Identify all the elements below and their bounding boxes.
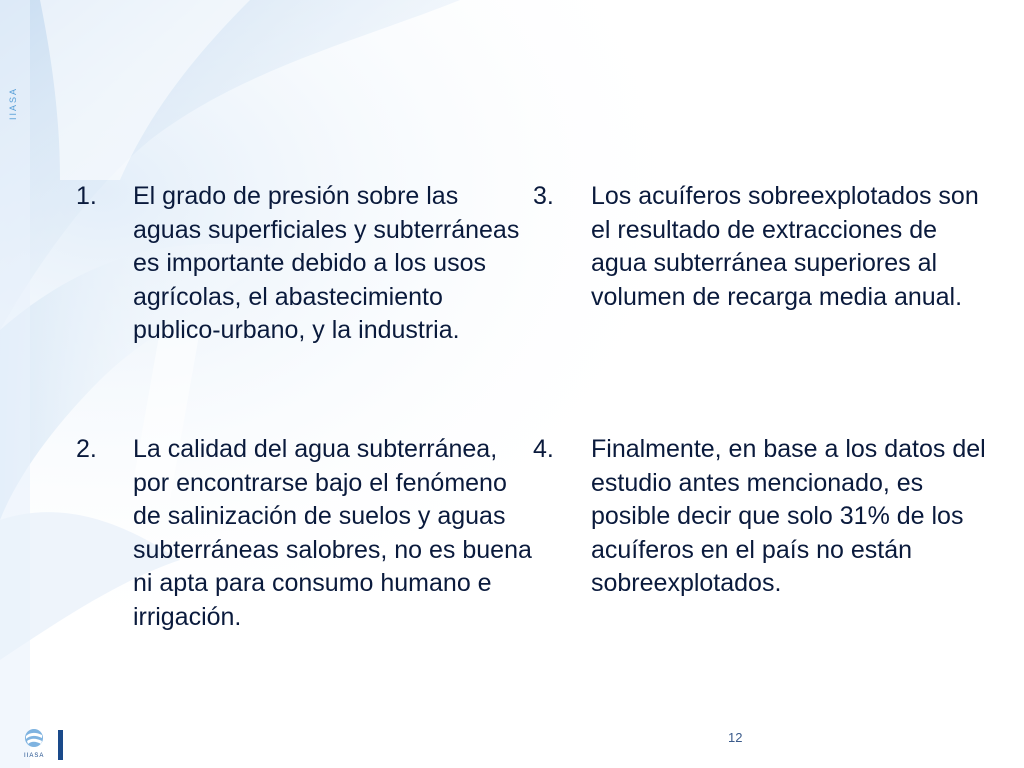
list-number: 4. — [533, 435, 554, 463]
list-text: Finalmente, en base a los datos del estudio antes mencionado, es posible decir que solo 31% de los acuíferos en el país no están sobreexplotados. — [591, 435, 986, 597]
list-number: 2. — [76, 435, 97, 463]
list-number: 1. — [76, 182, 97, 210]
list-number: 3. — [533, 182, 554, 210]
page-number: 12 — [728, 730, 743, 745]
list-text: La calidad del agua subterránea, por encontrarse bajo el fenómeno de salinización de suelos y aguas subterráneas salobres, no es buena ni apta para consumo humano e irrigación. — [133, 435, 532, 631]
list-text: El grado de presión sobre las aguas superficiales y subterráneas es importante debido a los usos agrícolas, el abastecimiento publico-urbano, y la industria. — [133, 182, 520, 344]
brand-vertical-text: IIASA — [8, 86, 18, 120]
list-text: Los acuíferos sobreexplotados son el resultado de extracciones de agua subterránea superiores al volumen de recarga media anual. — [591, 182, 979, 311]
svg-text:IIASA: IIASA — [24, 753, 45, 759]
iiasa-logo-icon — [22, 726, 68, 760]
